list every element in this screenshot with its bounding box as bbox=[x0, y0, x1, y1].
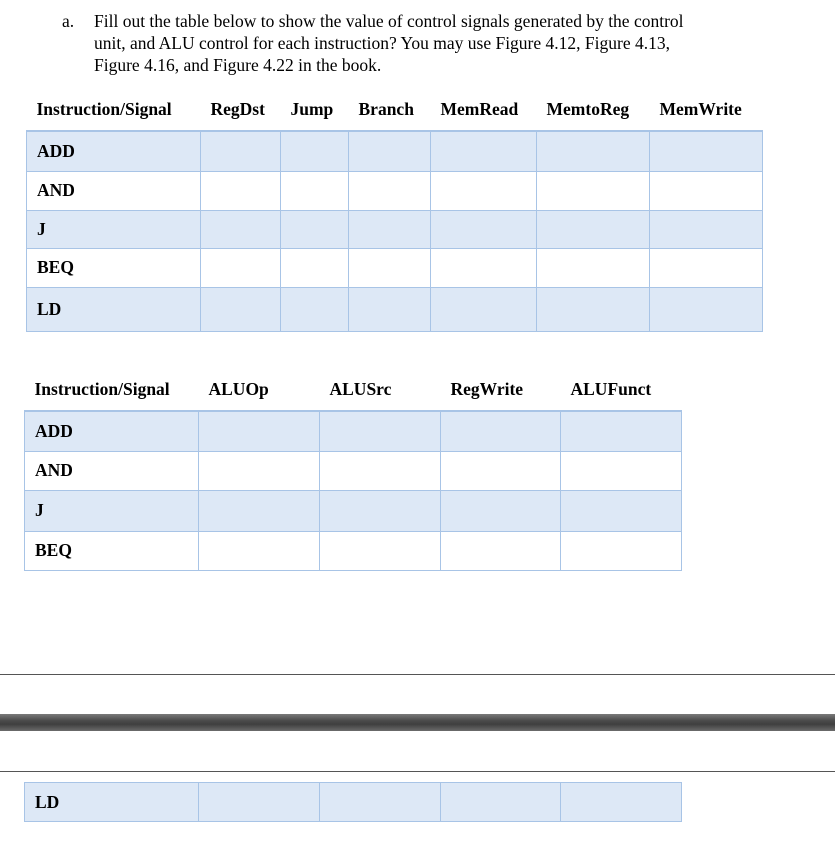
cell-input[interactable] bbox=[431, 248, 537, 287]
cell-input[interactable] bbox=[650, 131, 763, 171]
row-label: LD bbox=[27, 287, 201, 331]
row-label: J bbox=[25, 490, 199, 531]
cell-input[interactable] bbox=[199, 531, 320, 570]
question-line-2: unit, and ALU control for each instruction? You may use Figure 4.12, Figure 4.13, bbox=[94, 33, 670, 53]
cell-input[interactable] bbox=[537, 131, 650, 171]
cell-input[interactable] bbox=[281, 287, 349, 331]
control-signals-table bbox=[26, 89, 763, 332]
table-row bbox=[25, 451, 682, 490]
question bbox=[62, 10, 782, 76]
cell-input[interactable] bbox=[441, 531, 561, 570]
cell-input[interactable] bbox=[650, 210, 763, 248]
page-divider bbox=[0, 674, 835, 675]
header-memwrite: MemWrite bbox=[650, 89, 763, 131]
header-memtoreg: MemtoReg bbox=[537, 89, 650, 131]
table-row bbox=[27, 171, 763, 210]
question-line-3: Figure 4.16, and Figure 4.22 in the book. bbox=[94, 55, 382, 75]
cell-input[interactable] bbox=[349, 210, 431, 248]
cell-input[interactable] bbox=[537, 210, 650, 248]
cell-input[interactable] bbox=[650, 287, 763, 331]
table-header-row bbox=[27, 89, 763, 131]
cell-input[interactable] bbox=[320, 451, 441, 490]
cell-input[interactable] bbox=[561, 451, 682, 490]
cell-input[interactable] bbox=[431, 131, 537, 171]
alu-control-table bbox=[24, 369, 682, 571]
table-row bbox=[25, 531, 682, 570]
row-label: ADD bbox=[27, 131, 201, 171]
alu-control-table-continued bbox=[24, 782, 682, 822]
cell-input[interactable] bbox=[441, 783, 561, 822]
cell-input[interactable] bbox=[561, 783, 682, 822]
header-instruction-signal: Instruction/Signal bbox=[25, 369, 199, 411]
cell-input[interactable] bbox=[349, 131, 431, 171]
header-instruction-signal: Instruction/Signal bbox=[27, 89, 201, 131]
row-label: BEQ bbox=[27, 248, 201, 287]
table-row bbox=[25, 411, 682, 451]
cell-input[interactable] bbox=[431, 287, 537, 331]
row-label: J bbox=[27, 210, 201, 248]
header-regdst: RegDst bbox=[201, 89, 281, 131]
cell-input[interactable] bbox=[201, 210, 281, 248]
cell-input[interactable] bbox=[199, 490, 320, 531]
question-line-1: Fill out the table below to show the value of control signals generated by the control bbox=[94, 11, 684, 31]
table-row bbox=[25, 490, 682, 531]
header-regwrite: RegWrite bbox=[441, 369, 561, 411]
cell-input[interactable] bbox=[281, 210, 349, 248]
cell-input[interactable] bbox=[561, 490, 682, 531]
cell-input[interactable] bbox=[349, 248, 431, 287]
page-divider bbox=[0, 771, 835, 772]
cell-input[interactable] bbox=[320, 411, 441, 451]
cell-input[interactable] bbox=[201, 131, 281, 171]
cell-input[interactable] bbox=[281, 248, 349, 287]
cell-input[interactable] bbox=[199, 783, 320, 822]
cell-input[interactable] bbox=[431, 171, 537, 210]
header-memread: MemRead bbox=[431, 89, 537, 131]
cell-input[interactable] bbox=[537, 171, 650, 210]
row-label: BEQ bbox=[25, 531, 199, 570]
cell-input[interactable] bbox=[199, 411, 320, 451]
cell-input[interactable] bbox=[561, 531, 682, 570]
table-header-row bbox=[25, 369, 682, 411]
cell-input[interactable] bbox=[320, 783, 441, 822]
cell-input[interactable] bbox=[320, 531, 441, 570]
cell-input[interactable] bbox=[650, 248, 763, 287]
row-label: ADD bbox=[25, 411, 199, 451]
header-aluop: ALUOp bbox=[199, 369, 320, 411]
cell-input[interactable] bbox=[201, 248, 281, 287]
cell-input[interactable] bbox=[537, 287, 650, 331]
table-row bbox=[27, 131, 763, 171]
cell-input[interactable] bbox=[199, 451, 320, 490]
header-alusrc: ALUSrc bbox=[320, 369, 441, 411]
cell-input[interactable] bbox=[561, 411, 682, 451]
row-label: AND bbox=[25, 451, 199, 490]
cell-input[interactable] bbox=[281, 131, 349, 171]
page-break-bar bbox=[0, 714, 835, 731]
table-row bbox=[25, 783, 682, 822]
cell-input[interactable] bbox=[441, 451, 561, 490]
cell-input[interactable] bbox=[320, 490, 441, 531]
header-branch: Branch bbox=[349, 89, 431, 131]
table-row bbox=[27, 210, 763, 248]
cell-input[interactable] bbox=[201, 171, 281, 210]
cell-input[interactable] bbox=[441, 490, 561, 531]
cell-input[interactable] bbox=[441, 411, 561, 451]
cell-input[interactable] bbox=[201, 287, 281, 331]
cell-input[interactable] bbox=[650, 171, 763, 210]
table-row bbox=[27, 248, 763, 287]
header-jump: Jump bbox=[281, 89, 349, 131]
cell-input[interactable] bbox=[349, 171, 431, 210]
row-label: AND bbox=[27, 171, 201, 210]
row-label: LD bbox=[25, 783, 199, 822]
table-row bbox=[27, 287, 763, 331]
header-alufunct: ALUFunct bbox=[561, 369, 682, 411]
cell-input[interactable] bbox=[537, 248, 650, 287]
cell-input[interactable] bbox=[281, 171, 349, 210]
cell-input[interactable] bbox=[431, 210, 537, 248]
question-marker: a. bbox=[62, 11, 75, 31]
cell-input[interactable] bbox=[349, 287, 431, 331]
